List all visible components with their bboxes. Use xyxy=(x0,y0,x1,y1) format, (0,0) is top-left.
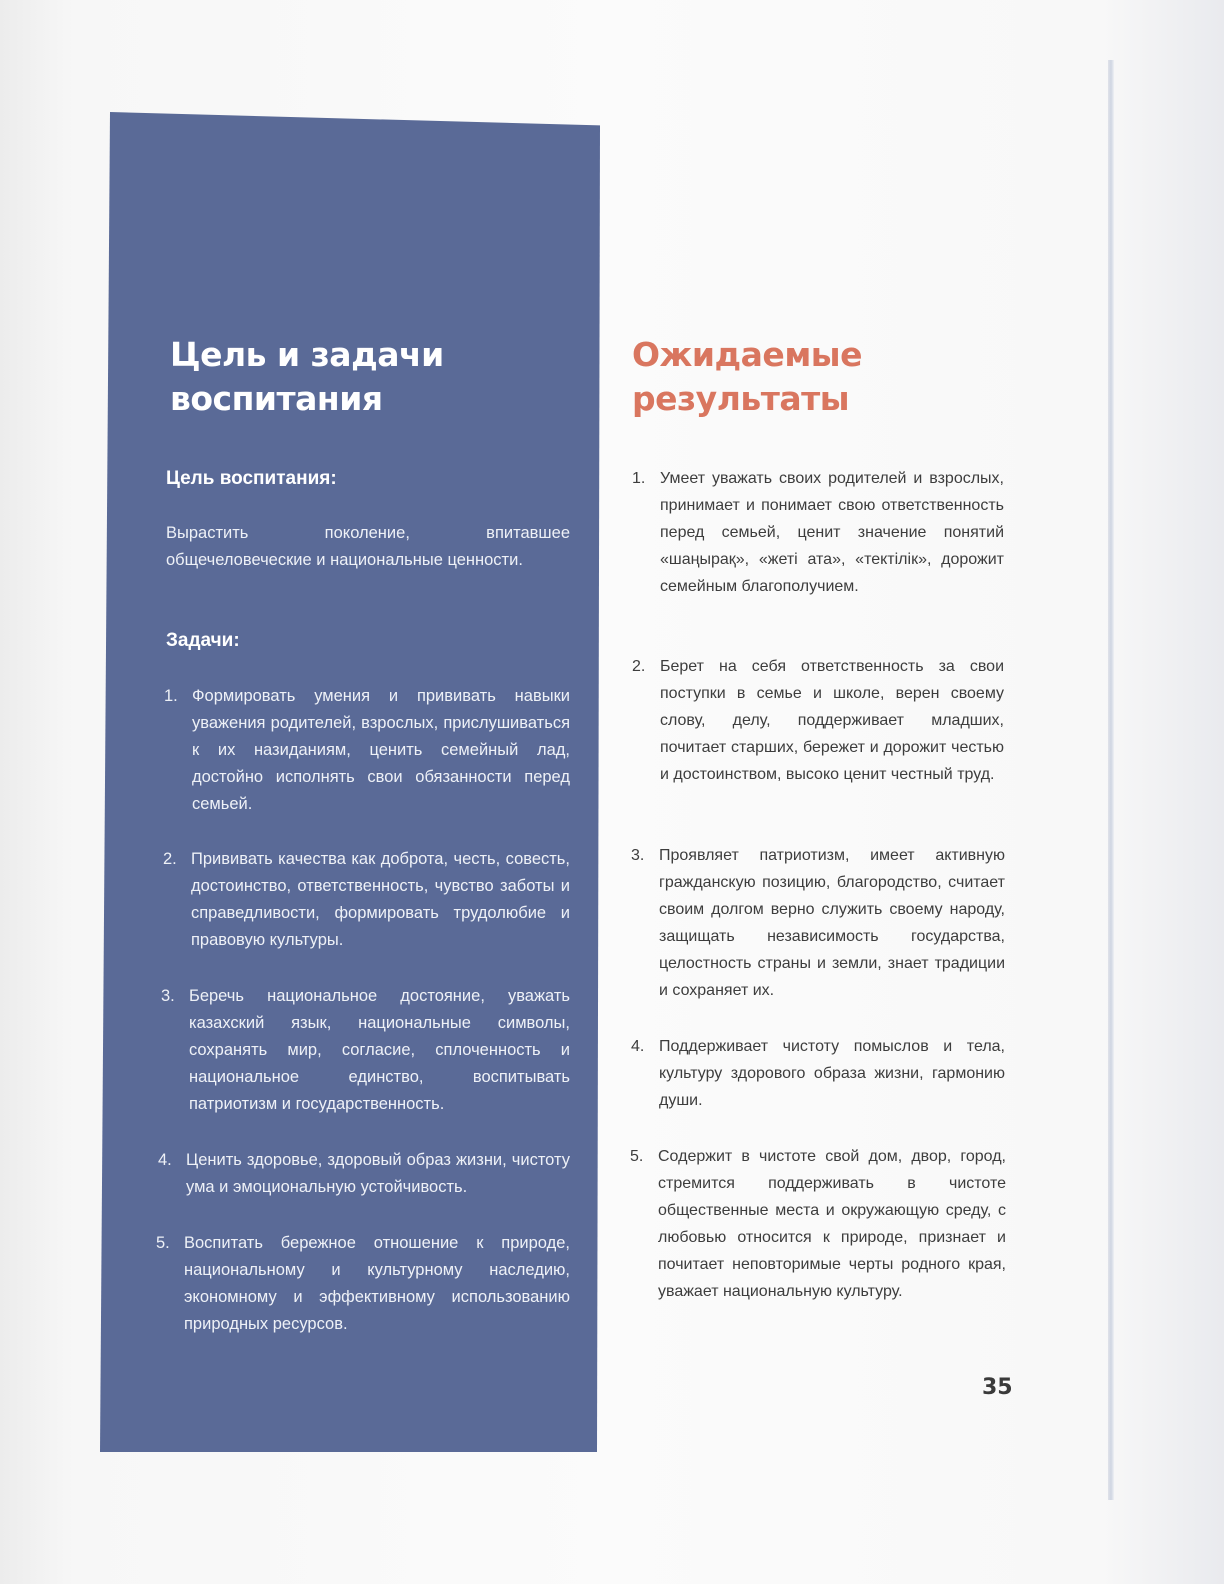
task-text: Ценить здоровье, здоровый образ жизни, чистоту ума и эмоциональную устойчивость. xyxy=(186,1151,570,1196)
result-item xyxy=(630,1143,1006,1305)
result-number: 5. xyxy=(630,1148,644,1165)
result-text: Содержит в чистоте свой дом, двор, город, стремится поддерживать в чистоте общественные места и окружающую среду, с любовью относится к природе, признает и почитает неповторимые черты родного края, уважает национальную культуру. xyxy=(658,1148,1006,1300)
page-number: 35 xyxy=(982,1375,1013,1400)
goal-heading: Цель воспитания: xyxy=(166,468,337,489)
task-number: 4. xyxy=(158,1151,172,1169)
result-text: Берет на себя ответственность за свои поступки в семье и школе, верен своему слову, делу, поддерживает младших, почитает старших, бережет и дорожит честью и достоинством, высоко ценит честный труд. xyxy=(660,658,1004,783)
goals-title-line1: Цель и задачи xyxy=(170,335,444,374)
tasks-heading: Задачи: xyxy=(166,630,240,651)
page-edge xyxy=(1108,60,1114,1500)
result-text: Умеет уважать своих родителей и взрослых, принимает и понимает свою ответственность перед семьей, ценит значение понятий «шаңырақ», «жеті ата», «тектілік», дорожит семейным благополучием. xyxy=(660,470,1004,595)
task-item xyxy=(156,1230,570,1338)
result-item xyxy=(631,1033,1005,1114)
task-text: Воспитать бережное отношение к природе, национальному и культурному наследию, экономному и эффективному использованию природных ресурсов. xyxy=(184,1234,570,1333)
result-number: 4. xyxy=(631,1038,645,1055)
task-number: 3. xyxy=(161,987,175,1005)
results-title xyxy=(632,333,1032,421)
task-number: 1. xyxy=(164,687,178,705)
result-text: Проявляет патриотизм, имеет активную гражданскую позицию, благородство, считает своим долгом верно служить своему народу, защищать независимость государства, целостность страны и земли, знает традиции и сохраняет их. xyxy=(659,847,1005,999)
goals-title xyxy=(170,333,570,421)
goal-text: Вырастить поколение, впитавшее общечеловеческие и национальные ценности. xyxy=(166,524,570,569)
result-text: Поддерживает чистоту помыслов и тела, культуру здорового образа жизни, гармонию души. xyxy=(659,1038,1005,1109)
task-text: Прививать качества как доброта, честь, совесть, достоинство, ответственность, чувство заботы и справедливости, формировать трудолюбие и правовую культуры. xyxy=(191,850,570,949)
task-number: 5. xyxy=(156,1234,170,1252)
result-item xyxy=(632,465,1004,600)
result-number: 1. xyxy=(632,470,646,487)
results-title-line1: Ожидаемые xyxy=(632,335,863,374)
result-number: 3. xyxy=(631,847,645,864)
task-text: Беречь национальное достояние, уважать казахский язык, национальные символы, сохранять мир, согласие, сплоченность и национальное единство, воспитывать патриотизм и государственность. xyxy=(189,987,570,1113)
task-item xyxy=(163,846,570,954)
task-item xyxy=(161,983,570,1118)
result-number: 2. xyxy=(632,658,646,675)
result-item xyxy=(632,653,1004,788)
goals-title-line2: воспитания xyxy=(170,379,383,418)
task-number: 2. xyxy=(163,850,177,868)
results-title-line2: результаты xyxy=(632,379,850,418)
task-item xyxy=(158,1147,570,1201)
task-text: Формировать умения и прививать навыки уважения родителей, взрослых, прислушиваться к их назиданиям, ценить семейный лад, достойно исполнять свои обязанности перед семьей. xyxy=(192,687,570,813)
result-item xyxy=(631,842,1005,1004)
task-item xyxy=(164,683,570,818)
